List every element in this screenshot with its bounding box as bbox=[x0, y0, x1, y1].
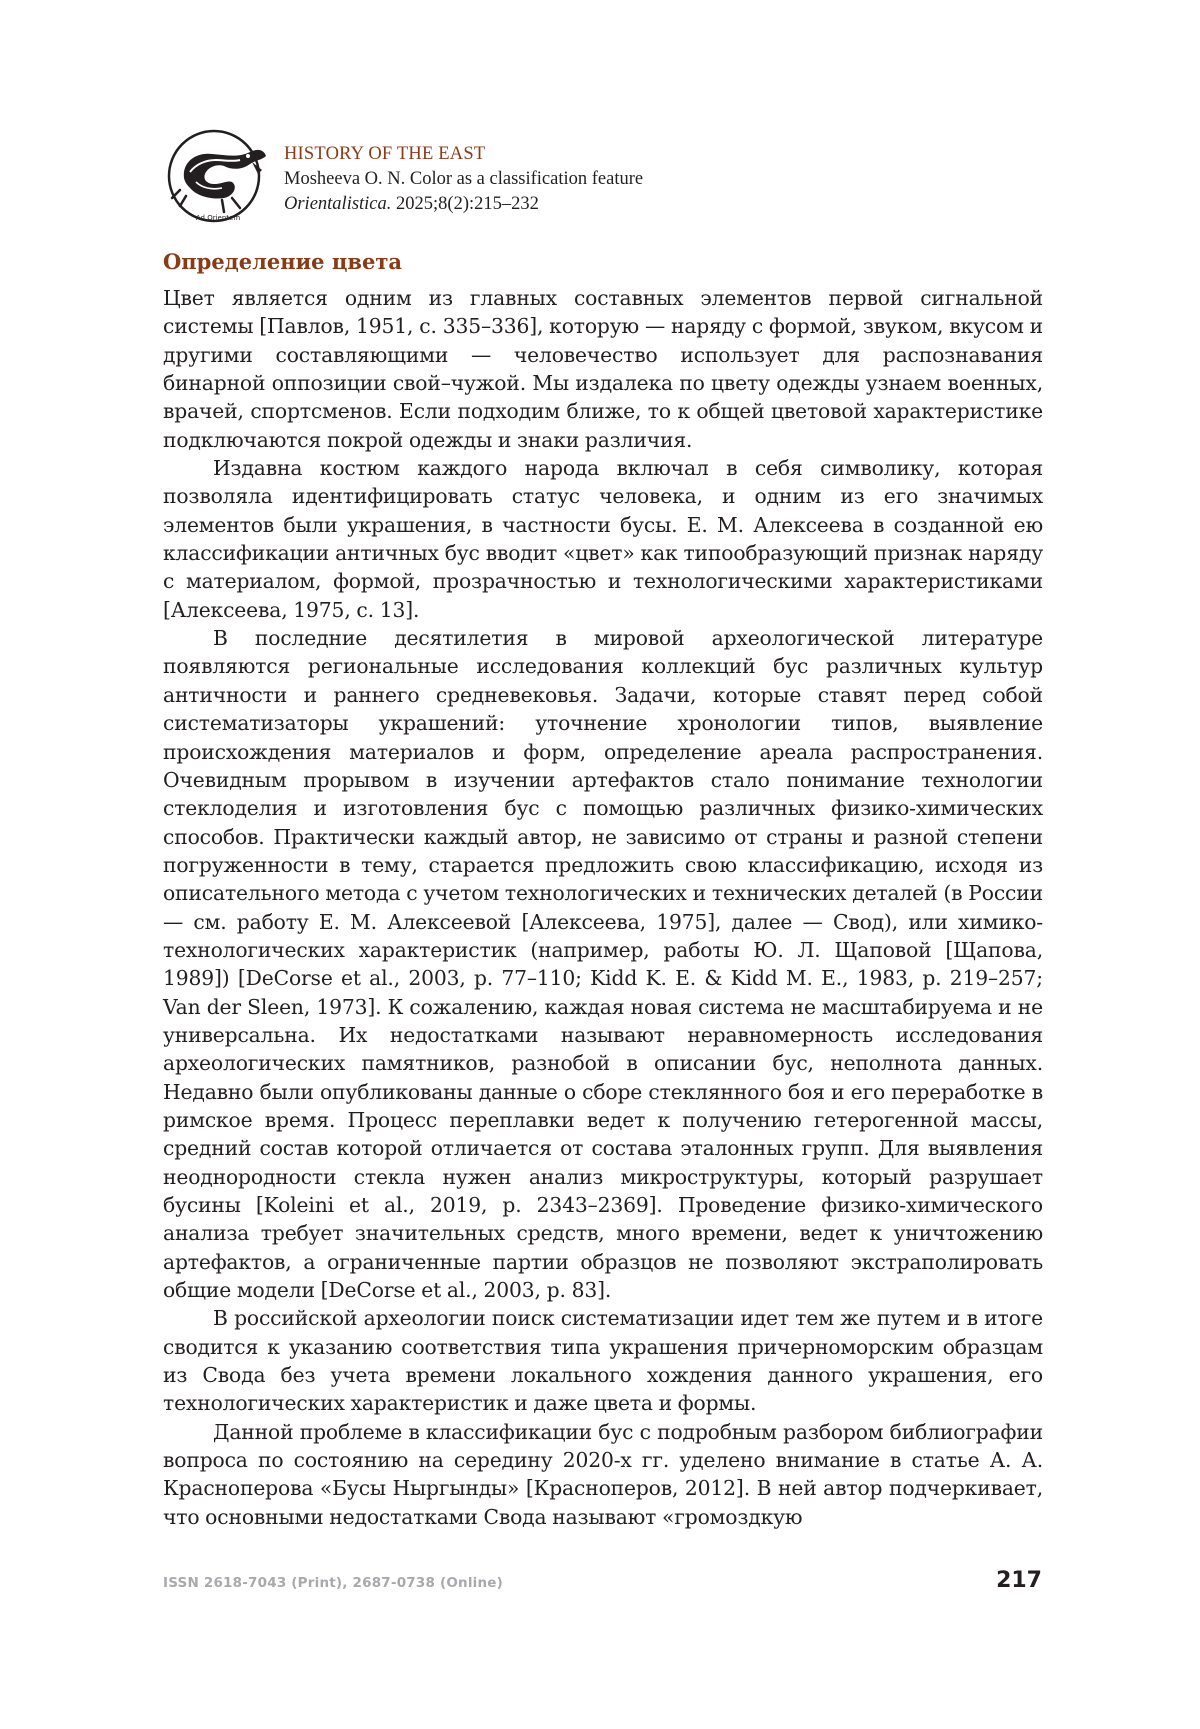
footer-issn: ISSN 2618-7043 (Print), 2687-0738 (Online) bbox=[163, 1575, 504, 1591]
paragraph: В последние десятилетия в мировой археологической литературе появляются региональные исследования коллекций бус различных культур античности и раннего средневековья. Задачи, которые ставят перед собой систематизаторы украшений: уточнение хронологии типов, выявление происхождения материалов и форм, определение ареала распространения. Очевидным прорывом в изучении артефактов стало понимание технологии стеклоделия и изготовления бус с помощью различных физико-химических способов. Практически каждый автор, не зависимо от страны и разной степени погруженности в тему, старается предложить свою классификацию, исходя из описательного метода с учетом технологических и технических деталей (в России — см. работу Е. М. Алексеевой [Алексеева, 1975], далее — Свод), или химико-технологических характеристик (например, работы Ю. Л. Щаповой [Щапова, 1989]) [DeCorse et al., 2003, p. 77–110; Kidd K. E. & Kidd M. E., 1983, p. 219–257; Van der Sleen, 1973]. К сожалению, каждая новая система не масштабируема и не универсальна. Их недостатками называют неравномерность исследования археологических памятников, разнобой в описании бус, неполнота данных. Недавно были опубликованы данные о сборе стеклянного боя и его переработке в римское время. Процесс переплавки ведет к получению гетерогенной массы, средний состав которой отличается от состава эталонных групп. Для выявления неоднородности стекла нужен анализ микроструктуры, который разрушает бусины [Koleini et al., 2019, p. 2343–2369]. Проведение физико-химического анализа требует значительных средств, много времени, ведет к уничтожению артефактов, а ограниченные партии образцов не позволяют экстраполировать общие модели [DeCorse et al., 2003, p. 83]. bbox=[163, 626, 1043, 1303]
running-header bbox=[162, 126, 962, 226]
paragraph: В российской археологии поиск систематизации идет тем же путем и в итоге сводится к указанию соответствия типа украшения причерноморским образцам из Свода без учета времени локального хождения данного украшения, его технологических характеристик и даже цвета и формы. bbox=[163, 1306, 1043, 1416]
journal-section-label: HISTORY OF THE EAST bbox=[284, 144, 486, 164]
journal-logo-icon bbox=[162, 126, 274, 226]
paragraph: Цвет является одним из главных составных элементов первой сигнальной системы [Павлов, 1951, с. 335–336], которую — наряду с формой, звуком, вкусом и другими составляющими — человечество использует для распознавания бинарной оппозиции свой–чужой. Мы издалека по цвету одежды узнаем военных, врачей, спортсменов. Если подходим ближе, то к общей цветовой характеристике подключаются покрой одежды и знаки различия. bbox=[163, 286, 1043, 452]
svg-text:Ad Orientem: Ad Orientem bbox=[195, 214, 241, 222]
paragraph: Издавна костюм каждого народа включал в себя символику, которая позволяла идентифицировать статус человека, и одним из его значимых элементов были украшения, в частности бусы. Е. М. Алексеева в созданной ею классификации античных бус вводит «цвет» как типообразующий признак наряду с материалом, формой, прозрачностью и технологическими характеристиками [Алексеева, 1975, с. 13]. bbox=[163, 456, 1043, 622]
header-text-block bbox=[284, 142, 643, 217]
paragraph: Данной проблеме в классификации бус с подробным разбором библиографии вопроса по состоянию на середину 2020-х гг. уделено внимание в статье А. А. Красноперова «Бусы Ныргынды» [Красноперов, 2012]. В ней автор подчеркивает, что основными недостатками Свода называют «громоздкую bbox=[163, 1419, 1043, 1529]
article-body bbox=[163, 284, 1043, 1531]
page-number: 217 bbox=[996, 1568, 1042, 1593]
journal-issue: 2025;8(2):215–232 bbox=[391, 194, 539, 214]
journal-name: Orientalistica. bbox=[284, 194, 392, 214]
article-citation: Mosheeva O. N. Color as a classification feature bbox=[284, 169, 644, 189]
journal-reference bbox=[284, 192, 643, 217]
section-heading: Определение цвета bbox=[163, 249, 402, 274]
